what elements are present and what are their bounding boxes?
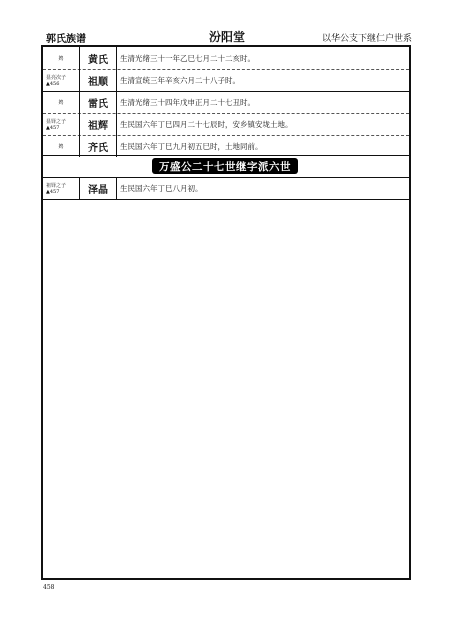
table-row bbox=[43, 91, 409, 113]
generation-banner-row bbox=[43, 155, 409, 177]
relation-label: 娉 bbox=[58, 143, 64, 150]
relation-label: 显亮次子 bbox=[46, 74, 67, 81]
relation-cell bbox=[43, 113, 82, 135]
person-name: 祖顺 bbox=[88, 76, 108, 88]
page-number: 458 bbox=[43, 584, 55, 591]
book-title: 郭氏族谱 bbox=[46, 34, 86, 45]
page-header bbox=[42, 30, 412, 44]
table-row bbox=[43, 113, 409, 135]
relation-cell bbox=[43, 69, 82, 91]
relation-label: 娉 bbox=[58, 55, 64, 62]
relation-cell bbox=[43, 135, 79, 157]
relation-label: 祖铎之子 bbox=[46, 182, 67, 189]
reference-note: ▲456 bbox=[46, 80, 60, 87]
reference-note: ▲457 bbox=[46, 124, 60, 131]
branch-title: 以华公支下继仁户世系 bbox=[321, 34, 412, 44]
person-record: 生民国六年丁巳四月二十七辰时，安乡镇安垅土地。 bbox=[120, 119, 293, 129]
generation-banner: 万盛公二十七世继字派六世 bbox=[152, 158, 298, 174]
table-row bbox=[43, 135, 409, 157]
person-name: 齐氏 bbox=[88, 142, 108, 154]
person-record: 生民国六年丁巳八月初。 bbox=[120, 183, 203, 193]
relation-cell bbox=[43, 91, 79, 113]
relation-cell bbox=[43, 47, 79, 69]
person-record: 生清宣统三年辛亥六月二十八子时。 bbox=[120, 75, 240, 85]
person-record: 生清光绪三十四年戊申正月二十七丑时。 bbox=[120, 97, 255, 107]
person-record: 生清光绪三十一年乙巳七月二十二亥时。 bbox=[120, 53, 255, 63]
person-name: 泽晶 bbox=[88, 184, 108, 196]
reference-note: ▲457 bbox=[46, 188, 60, 195]
person-name: 祖辉 bbox=[88, 120, 108, 132]
person-name: 雷氏 bbox=[88, 98, 108, 110]
genealogy-table bbox=[41, 45, 411, 580]
person-record: 生民国六年丁巳九月初五巳时，土地同前。 bbox=[120, 141, 263, 151]
relation-label: 娉 bbox=[58, 99, 64, 106]
relation-cell bbox=[43, 177, 82, 199]
person-name: 黄氏 bbox=[88, 54, 108, 66]
table-row bbox=[43, 69, 409, 91]
relation-label: 显铎之子 bbox=[46, 118, 67, 125]
table-row bbox=[43, 47, 409, 69]
table-row bbox=[43, 177, 409, 199]
hall-name: 汾阳堂 bbox=[208, 30, 245, 44]
